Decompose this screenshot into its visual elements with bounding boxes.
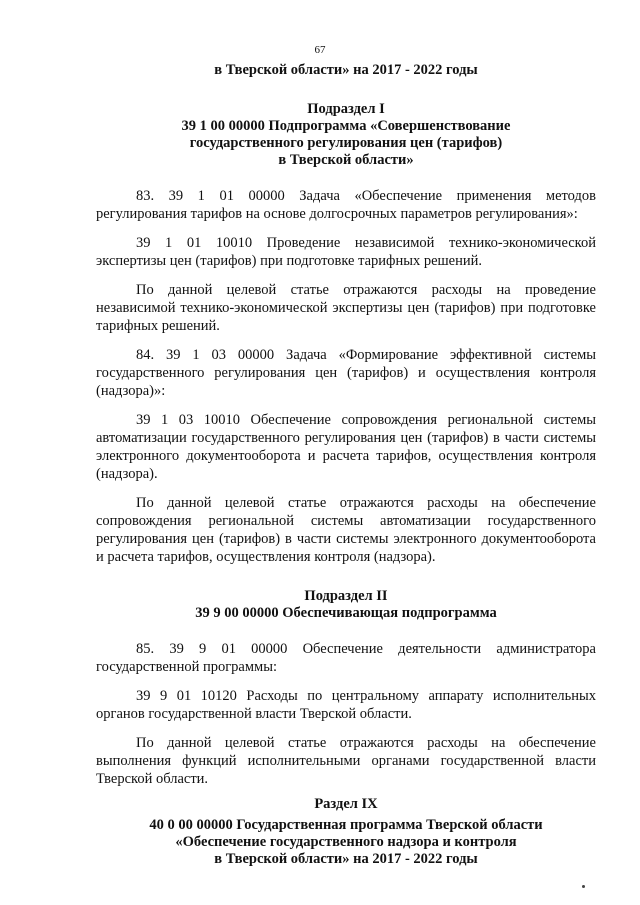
subsection-1-heading-line-3: в Тверской области»	[278, 152, 414, 168]
scan-speck	[582, 885, 585, 888]
subsection-2-title: Подраздел II	[304, 588, 388, 604]
subsection-2-heading-line-1: 39 9 00 00000 Обеспечивающая подпрограмма	[195, 605, 497, 621]
paragraph-85: 85. 39 9 01 00000 Обеспечение деятельности администратора государственной программы:	[96, 641, 596, 675]
paragraph-83: 83. 39 1 01 00000 Задача «Обеспечение применения методов регулирования тарифов на основе долгосрочных параметров регулирования»:	[96, 188, 596, 222]
subsection-1-title: Подраздел I	[307, 101, 385, 117]
paragraph-expense-note-3: По данной целевой статье отражаются расходы на обеспечение выполнения функций исполнительными органами государственной власти Тверской области.	[96, 735, 596, 787]
subsection-1-heading-line-1: 39 1 00 00000 Подпрограмма «Совершенствование	[181, 118, 511, 134]
paragraph-39-9-01-10120: 39 9 01 10120 Расходы по центральному аппарату исполнительных органов государственной власти Тверской области.	[96, 688, 596, 722]
page-number: 67	[314, 44, 326, 56]
section-9-heading-line-1: 40 0 00 00000 Государственная программа Тверской области	[149, 817, 543, 833]
paragraph-39-1-03-10010: 39 1 03 10010 Обеспечение сопровождения региональной системы автоматизации государственного регулирования цен (тарифов) в части системы электронного документооборота и расчета тарифов, осуществления контроля (надзора).	[96, 412, 596, 482]
section-9-heading-line-2: «Обеспечение государственного надзора и контроля	[175, 834, 517, 850]
page-content	[96, 62, 596, 868]
section-9-heading-line-3: в Тверской области» на 2017 - 2022 годы	[214, 851, 478, 867]
paragraph-39-1-01-10010: 39 1 01 10010 Проведение независимой технико-экономической экспертизы цен (тарифов) при подготовке тарифных решений.	[96, 235, 596, 269]
paragraph-84: 84. 39 1 03 00000 Задача «Формирование эффективной системы государственного регулирования цен (тарифов) и осуществления контроля (надзора)»:	[96, 347, 596, 399]
paragraph-expense-note-2: По данной целевой статье отражаются расходы на обеспечение сопровождения региональной системы автоматизации государственного регулирования цен (тарифов) в части системы электронного документооборота и расчета тарифов, осуществления контроля (надзора).	[96, 495, 596, 565]
subsection-1-heading-line-2: государственного регулирования цен (тарифов)	[189, 135, 503, 151]
continued-heading-line: в Тверской области» на 2017 - 2022 годы	[214, 62, 478, 78]
paragraph-expense-note-1: По данной целевой статье отражаются расходы на проведение независимой технико-экономической экспертизы цен (тарифов) при подготовке тарифных решений.	[96, 282, 596, 334]
section-9-title: Раздел IX	[314, 796, 378, 812]
